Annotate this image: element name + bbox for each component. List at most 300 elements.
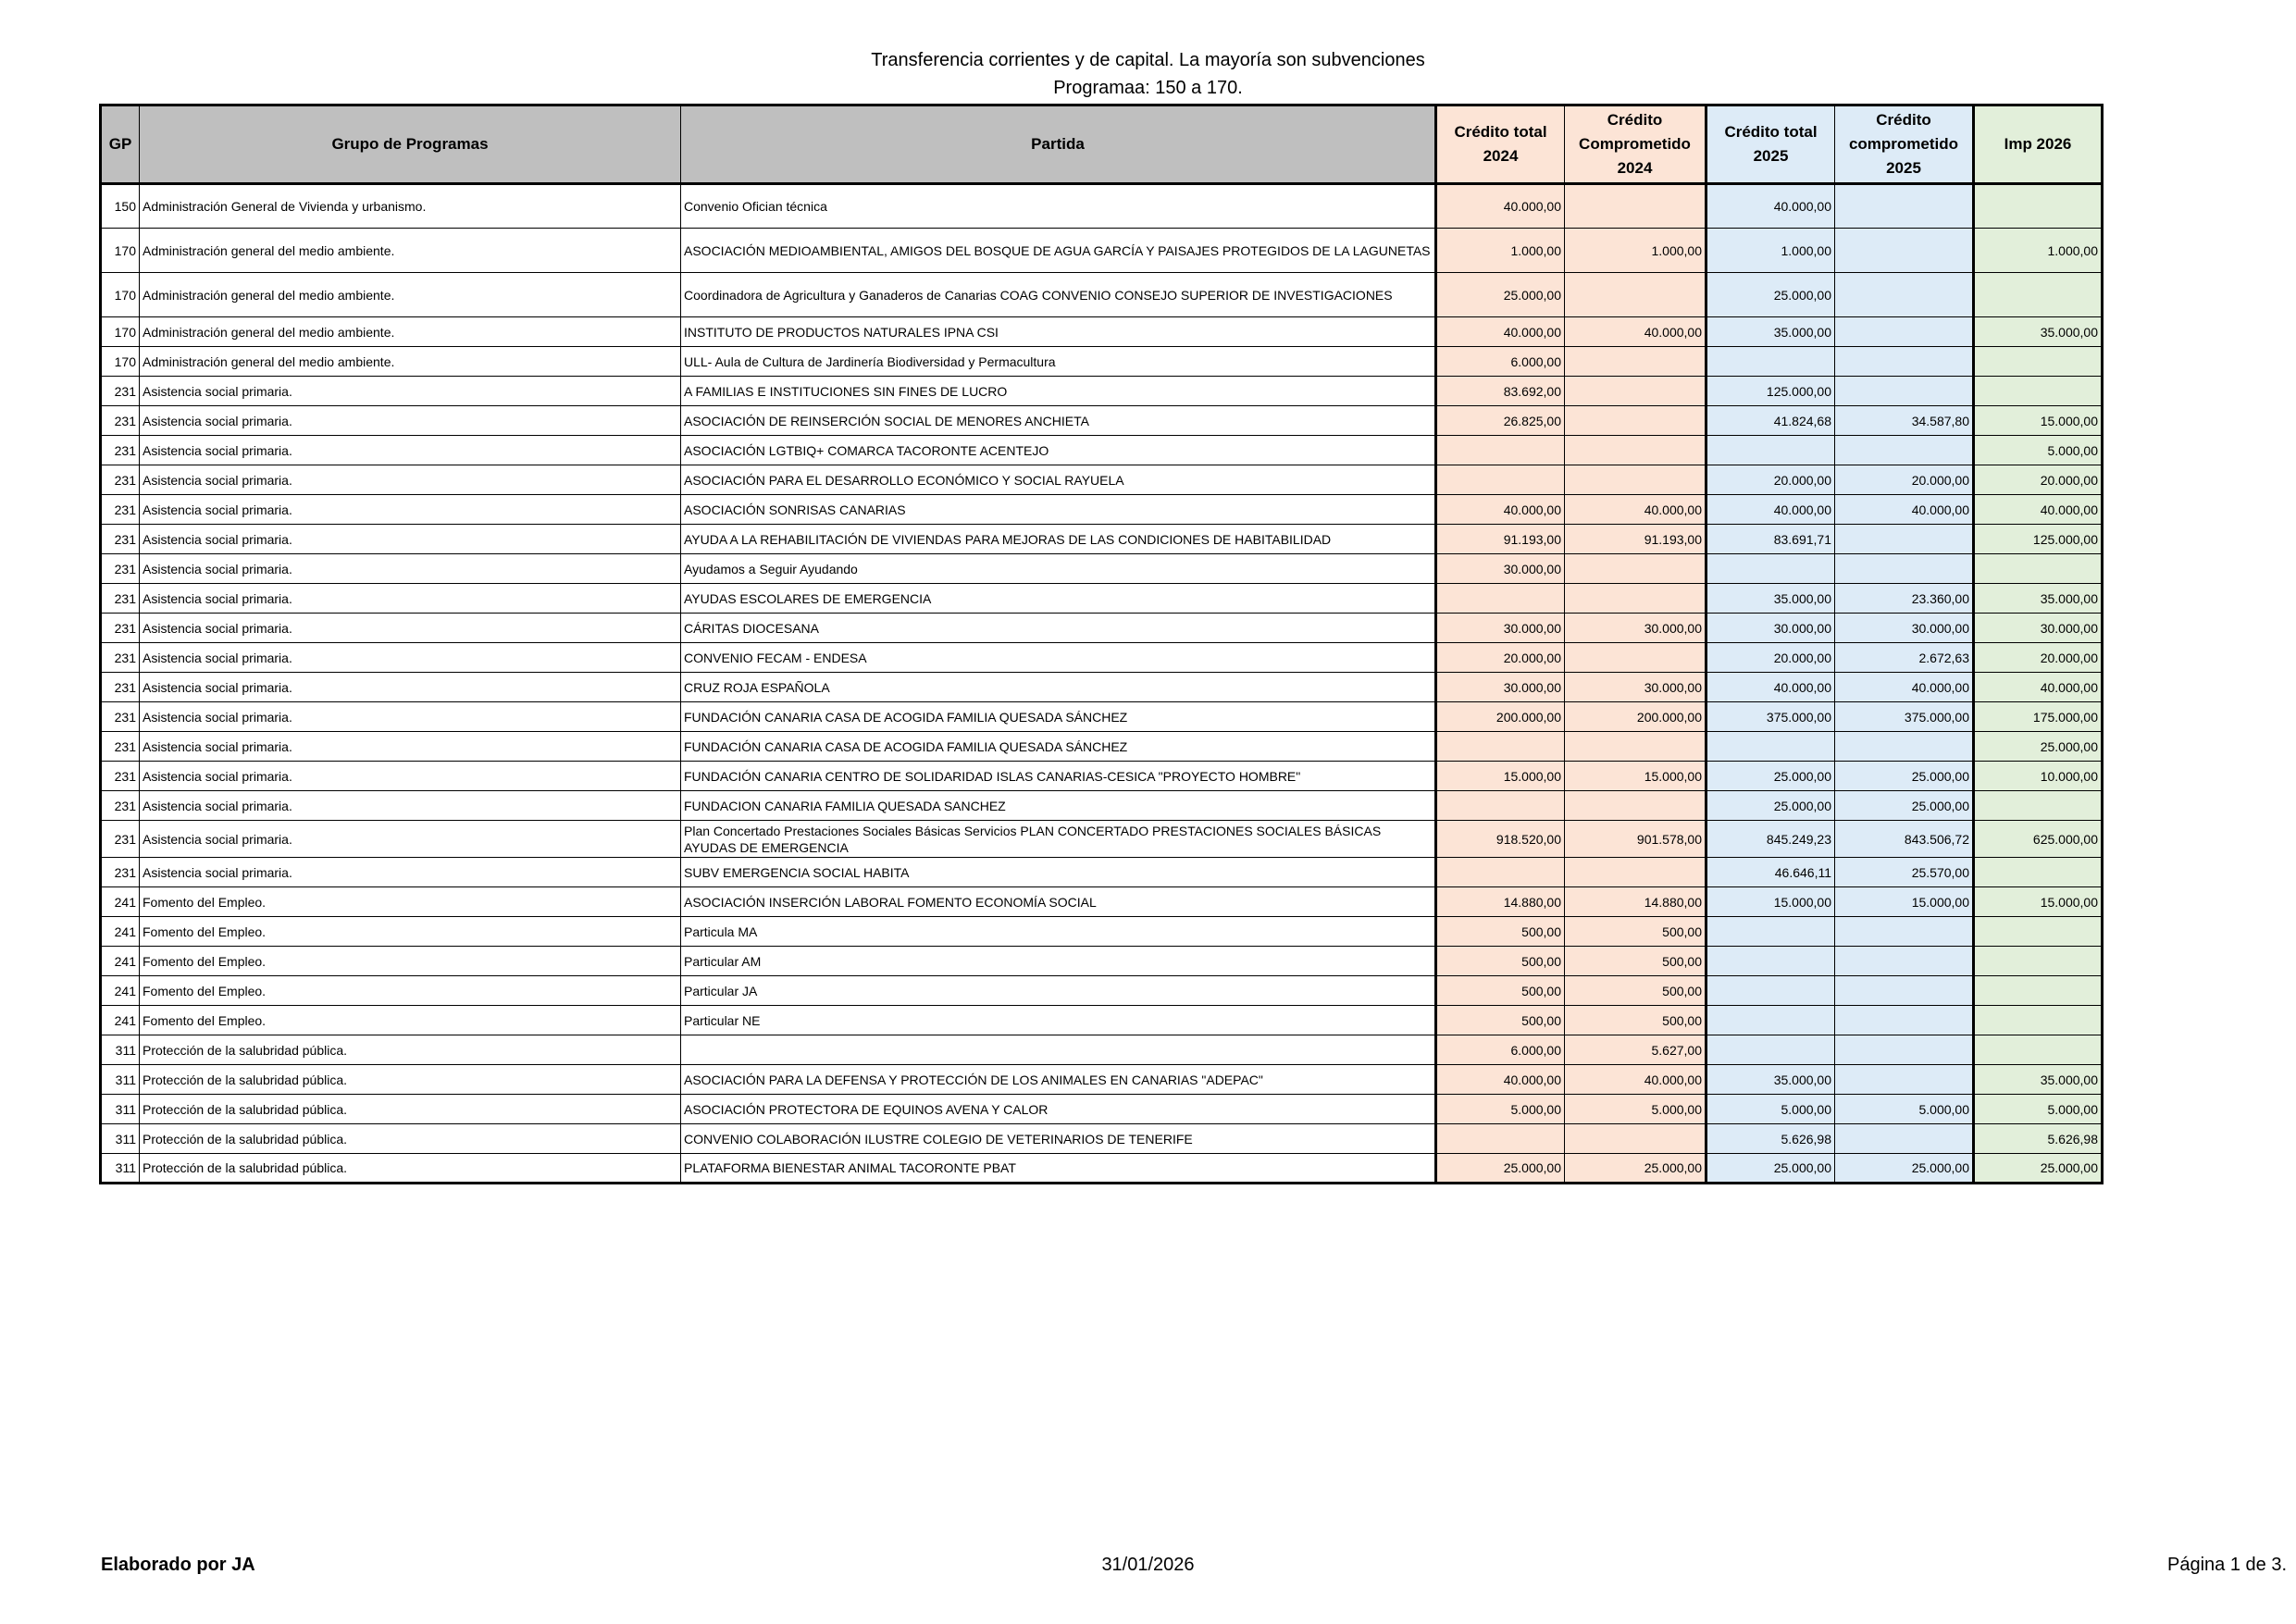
cell-gp: 311 xyxy=(101,1035,140,1065)
cell-credito-comprometido-2024: 5.000,00 xyxy=(1565,1095,1706,1124)
table-row xyxy=(101,1006,2103,1035)
cell-credito-total-2024: 14.880,00 xyxy=(1436,887,1565,917)
cell-grupo: Administración general del medio ambiente. xyxy=(140,229,681,273)
cell-credito-comprometido-2025: 23.360,00 xyxy=(1835,584,1974,614)
cell-gp: 231 xyxy=(101,614,140,643)
cell-credito-comprometido-2025: 25.000,00 xyxy=(1835,791,1974,821)
cell-credito-total-2024: 30.000,00 xyxy=(1436,673,1565,702)
cell-grupo: Protección de la salubridad pública. xyxy=(140,1124,681,1154)
cell-imp-2026: 5.626,98 xyxy=(1974,1124,2103,1154)
cell-grupo: Protección de la salubridad pública. xyxy=(140,1035,681,1065)
cell-partida: Convenio Ofician técnica xyxy=(681,184,1436,229)
cell-imp-2026: 35.000,00 xyxy=(1974,584,2103,614)
cell-grupo: Asistencia social primaria. xyxy=(140,821,681,858)
cell-credito-total-2025 xyxy=(1706,554,1835,584)
cell-credito-total-2024: 6.000,00 xyxy=(1436,1035,1565,1065)
cell-credito-total-2024: 918.520,00 xyxy=(1436,821,1565,858)
cell-credito-comprometido-2024: 1.000,00 xyxy=(1565,229,1706,273)
footer-date: 31/01/2026 xyxy=(1101,1555,1195,1575)
table-row xyxy=(101,1124,2103,1154)
cell-credito-comprometido-2025 xyxy=(1835,1124,1974,1154)
cell-credito-comprometido-2024 xyxy=(1565,584,1706,614)
cell-credito-total-2024: 20.000,00 xyxy=(1436,643,1565,673)
footer-page-number: Página 1 de 3. xyxy=(2167,1555,2287,1575)
cell-grupo: Asistencia social primaria. xyxy=(140,406,681,436)
cell-credito-comprometido-2025 xyxy=(1835,184,1974,229)
cell-gp: 311 xyxy=(101,1065,140,1095)
cell-credito-total-2024: 15.000,00 xyxy=(1436,762,1565,791)
cell-grupo: Administración general del medio ambiente. xyxy=(140,347,681,377)
cell-credito-total-2025: 83.691,71 xyxy=(1706,525,1835,554)
cell-credito-comprometido-2024: 91.193,00 xyxy=(1565,525,1706,554)
cell-gp: 231 xyxy=(101,673,140,702)
cell-partida: ASOCIACIÓN LGTBIQ+ COMARCA TACORONTE ACENTEJO xyxy=(681,436,1436,465)
header-partida: Partida xyxy=(681,105,1436,184)
cell-imp-2026 xyxy=(1974,184,2103,229)
cell-credito-total-2025: 375.000,00 xyxy=(1706,702,1835,732)
cell-credito-total-2025: 40.000,00 xyxy=(1706,673,1835,702)
cell-partida: A FAMILIAS E INSTITUCIONES SIN FINES DE LUCRO xyxy=(681,377,1436,406)
cell-imp-2026: 25.000,00 xyxy=(1974,732,2103,762)
cell-imp-2026: 40.000,00 xyxy=(1974,495,2103,525)
cell-imp-2026 xyxy=(1974,1035,2103,1065)
header-credito-total-2025: Crédito total 2025 xyxy=(1706,105,1835,184)
cell-credito-comprometido-2024: 30.000,00 xyxy=(1565,673,1706,702)
cell-partida: AYUDA A LA REHABILITACIÓN DE VIVIENDAS PARA MEJORAS DE LAS CONDICIONES DE HABITABILIDAD xyxy=(681,525,1436,554)
cell-grupo: Administración General de Vivienda y urbanismo. xyxy=(140,184,681,229)
table-row xyxy=(101,1065,2103,1095)
cell-gp: 311 xyxy=(101,1095,140,1124)
document-title: Transferencia corrientes y de capital. La mayoría son subvenciones xyxy=(871,50,1425,70)
table-row xyxy=(101,317,2103,347)
cell-credito-total-2025: 40.000,00 xyxy=(1706,184,1835,229)
cell-imp-2026: 125.000,00 xyxy=(1974,525,2103,554)
cell-credito-comprometido-2024: 200.000,00 xyxy=(1565,702,1706,732)
cell-credito-total-2025: 25.000,00 xyxy=(1706,762,1835,791)
cell-gp: 231 xyxy=(101,791,140,821)
cell-imp-2026 xyxy=(1974,947,2103,976)
cell-credito-comprometido-2024 xyxy=(1565,347,1706,377)
table-row xyxy=(101,347,2103,377)
cell-imp-2026 xyxy=(1974,554,2103,584)
table-header-row xyxy=(101,105,2103,184)
cell-grupo: Asistencia social primaria. xyxy=(140,673,681,702)
cell-gp: 241 xyxy=(101,1006,140,1035)
cell-partida: CONVENIO COLABORACIÓN ILUSTRE COLEGIO DE VETERINARIOS DE TENERIFE xyxy=(681,1124,1436,1154)
cell-imp-2026 xyxy=(1974,1006,2103,1035)
table-row xyxy=(101,858,2103,887)
table-row xyxy=(101,406,2103,436)
cell-credito-comprometido-2025 xyxy=(1835,377,1974,406)
cell-credito-total-2025: 30.000,00 xyxy=(1706,614,1835,643)
cell-credito-total-2024: 30.000,00 xyxy=(1436,554,1565,584)
cell-partida: ASOCIACIÓN INSERCIÓN LABORAL FOMENTO ECONOMÍA SOCIAL xyxy=(681,887,1436,917)
cell-grupo: Fomento del Empleo. xyxy=(140,887,681,917)
cell-credito-total-2024: 200.000,00 xyxy=(1436,702,1565,732)
cell-credito-total-2024: 500,00 xyxy=(1436,947,1565,976)
cell-gp: 231 xyxy=(101,643,140,673)
header-credito-comprometido-2024: Crédito Comprometido 2024 xyxy=(1565,105,1706,184)
cell-credito-comprometido-2025 xyxy=(1835,1035,1974,1065)
cell-partida: AYUDAS ESCOLARES DE EMERGENCIA xyxy=(681,584,1436,614)
cell-credito-total-2025 xyxy=(1706,1006,1835,1035)
table-row xyxy=(101,273,2103,317)
table-body xyxy=(101,184,2103,1184)
table-row xyxy=(101,947,2103,976)
cell-imp-2026: 15.000,00 xyxy=(1974,887,2103,917)
cell-credito-total-2024 xyxy=(1436,858,1565,887)
cell-credito-total-2024 xyxy=(1436,584,1565,614)
cell-partida: Plan Concertado Prestaciones Sociales Básicas Servicios PLAN CONCERTADO PRESTACIONES SOCIALES BÁSICAS AYUDAS DE EMERGENCIA xyxy=(681,821,1436,858)
cell-credito-comprometido-2025 xyxy=(1835,436,1974,465)
cell-gp: 241 xyxy=(101,947,140,976)
cell-imp-2026: 175.000,00 xyxy=(1974,702,2103,732)
cell-partida: INSTITUTO DE PRODUCTOS NATURALES IPNA CSI xyxy=(681,317,1436,347)
cell-partida: FUNDACIÓN CANARIA CENTRO DE SOLIDARIDAD ISLAS CANARIAS-CESICA "PROYECTO HOMBRE" xyxy=(681,762,1436,791)
cell-partida: FUNDACIÓN CANARIA CASA DE ACOGIDA FAMILIA QUESADA SÁNCHEZ xyxy=(681,732,1436,762)
cell-partida: ASOCIACIÓN PARA EL DESARROLLO ECONÓMICO Y SOCIAL RAYUELA xyxy=(681,465,1436,495)
cell-gp: 241 xyxy=(101,887,140,917)
cell-credito-comprometido-2025 xyxy=(1835,976,1974,1006)
cell-credito-comprometido-2024: 500,00 xyxy=(1565,917,1706,947)
cell-credito-comprometido-2025: 25.000,00 xyxy=(1835,762,1974,791)
table-row xyxy=(101,584,2103,614)
cell-imp-2026 xyxy=(1974,917,2103,947)
cell-credito-total-2025: 125.000,00 xyxy=(1706,377,1835,406)
cell-credito-comprometido-2024: 500,00 xyxy=(1565,947,1706,976)
cell-credito-comprometido-2024: 5.627,00 xyxy=(1565,1035,1706,1065)
cell-imp-2026: 5.000,00 xyxy=(1974,1095,2103,1124)
cell-gp: 150 xyxy=(101,184,140,229)
cell-credito-comprometido-2025: 5.000,00 xyxy=(1835,1095,1974,1124)
cell-imp-2026 xyxy=(1974,347,2103,377)
cell-imp-2026: 15.000,00 xyxy=(1974,406,2103,436)
cell-grupo: Asistencia social primaria. xyxy=(140,732,681,762)
cell-imp-2026: 5.000,00 xyxy=(1974,436,2103,465)
cell-imp-2026 xyxy=(1974,791,2103,821)
cell-credito-total-2024: 30.000,00 xyxy=(1436,614,1565,643)
cell-gp: 311 xyxy=(101,1154,140,1184)
cell-gp: 241 xyxy=(101,976,140,1006)
cell-partida: ASOCIACIÓN MEDIOAMBIENTAL, AMIGOS DEL BOSQUE DE AGUA GARCÍA Y PAISAJES PROTEGIDOS DE LA LAGUNETAS xyxy=(681,229,1436,273)
cell-partida: Particular NE xyxy=(681,1006,1436,1035)
cell-partida: CONVENIO FECAM - ENDESA xyxy=(681,643,1436,673)
table-row xyxy=(101,465,2103,495)
cell-credito-comprometido-2025: 15.000,00 xyxy=(1835,887,1974,917)
cell-credito-comprometido-2025 xyxy=(1835,273,1974,317)
cell-partida: FUNDACIÓN CANARIA CASA DE ACOGIDA FAMILIA QUESADA SÁNCHEZ xyxy=(681,702,1436,732)
cell-gp: 170 xyxy=(101,317,140,347)
cell-credito-comprometido-2025: 30.000,00 xyxy=(1835,614,1974,643)
cell-partida xyxy=(681,1035,1436,1065)
cell-credito-comprometido-2024 xyxy=(1565,643,1706,673)
cell-credito-comprometido-2025: 2.672,63 xyxy=(1835,643,1974,673)
cell-credito-total-2025 xyxy=(1706,732,1835,762)
cell-imp-2026: 25.000,00 xyxy=(1974,1154,2103,1184)
cell-imp-2026 xyxy=(1974,976,2103,1006)
cell-credito-total-2025 xyxy=(1706,1035,1835,1065)
cell-credito-total-2024: 40.000,00 xyxy=(1436,184,1565,229)
cell-credito-total-2025: 15.000,00 xyxy=(1706,887,1835,917)
document-titles xyxy=(0,46,2296,102)
cell-credito-comprometido-2025 xyxy=(1835,554,1974,584)
cell-imp-2026: 10.000,00 xyxy=(1974,762,2103,791)
cell-credito-comprometido-2024 xyxy=(1565,184,1706,229)
cell-credito-total-2025 xyxy=(1706,347,1835,377)
cell-gp: 231 xyxy=(101,821,140,858)
cell-credito-comprometido-2024: 500,00 xyxy=(1565,1006,1706,1035)
header-credito-comprometido-2025: Crédito comprometido 2025 xyxy=(1835,105,1974,184)
cell-credito-total-2024: 25.000,00 xyxy=(1436,1154,1565,1184)
cell-imp-2026: 40.000,00 xyxy=(1974,673,2103,702)
cell-gp: 231 xyxy=(101,858,140,887)
cell-credito-total-2024: 40.000,00 xyxy=(1436,1065,1565,1095)
cell-grupo: Asistencia social primaria. xyxy=(140,643,681,673)
cell-partida: CÁRITAS DIOCESANA xyxy=(681,614,1436,643)
cell-credito-total-2024 xyxy=(1436,1124,1565,1154)
table-row xyxy=(101,1154,2103,1184)
cell-credito-comprometido-2025 xyxy=(1835,947,1974,976)
cell-partida: Ayudamos a Seguir Ayudando xyxy=(681,554,1436,584)
cell-credito-total-2024: 1.000,00 xyxy=(1436,229,1565,273)
cell-credito-comprometido-2025: 25.570,00 xyxy=(1835,858,1974,887)
cell-credito-comprometido-2024 xyxy=(1565,406,1706,436)
cell-credito-comprometido-2024: 25.000,00 xyxy=(1565,1154,1706,1184)
table-row xyxy=(101,673,2103,702)
cell-grupo: Asistencia social primaria. xyxy=(140,377,681,406)
cell-credito-total-2024: 83.692,00 xyxy=(1436,377,1565,406)
cell-credito-comprometido-2024 xyxy=(1565,858,1706,887)
cell-imp-2026: 625.000,00 xyxy=(1974,821,2103,858)
cell-credito-comprometido-2025: 25.000,00 xyxy=(1835,1154,1974,1184)
cell-gp: 241 xyxy=(101,917,140,947)
table-row xyxy=(101,821,2103,858)
cell-credito-comprometido-2024 xyxy=(1565,377,1706,406)
table-row xyxy=(101,791,2103,821)
cell-gp: 231 xyxy=(101,584,140,614)
cell-imp-2026 xyxy=(1974,273,2103,317)
cell-grupo: Asistencia social primaria. xyxy=(140,436,681,465)
cell-credito-total-2025: 1.000,00 xyxy=(1706,229,1835,273)
cell-credito-comprometido-2025 xyxy=(1835,1065,1974,1095)
table-row xyxy=(101,917,2103,947)
table-row xyxy=(101,495,2103,525)
cell-credito-comprometido-2024: 40.000,00 xyxy=(1565,1065,1706,1095)
cell-grupo: Asistencia social primaria. xyxy=(140,762,681,791)
cell-credito-total-2025: 41.824,68 xyxy=(1706,406,1835,436)
cell-credito-total-2024: 500,00 xyxy=(1436,1006,1565,1035)
cell-credito-total-2025: 25.000,00 xyxy=(1706,273,1835,317)
cell-gp: 231 xyxy=(101,377,140,406)
cell-credito-total-2025: 845.249,23 xyxy=(1706,821,1835,858)
cell-grupo: Asistencia social primaria. xyxy=(140,614,681,643)
cell-credito-total-2025 xyxy=(1706,436,1835,465)
cell-grupo: Fomento del Empleo. xyxy=(140,947,681,976)
cell-grupo: Administración general del medio ambiente. xyxy=(140,317,681,347)
cell-grupo: Asistencia social primaria. xyxy=(140,858,681,887)
table-row xyxy=(101,976,2103,1006)
cell-imp-2026 xyxy=(1974,377,2103,406)
cell-imp-2026: 20.000,00 xyxy=(1974,643,2103,673)
cell-gp: 231 xyxy=(101,525,140,554)
cell-credito-total-2025: 5.000,00 xyxy=(1706,1095,1835,1124)
cell-grupo: Administración general del medio ambiente. xyxy=(140,273,681,317)
cell-imp-2026: 35.000,00 xyxy=(1974,317,2103,347)
cell-credito-comprometido-2024 xyxy=(1565,1124,1706,1154)
cell-grupo: Fomento del Empleo. xyxy=(140,976,681,1006)
table-row xyxy=(101,614,2103,643)
cell-credito-total-2024: 5.000,00 xyxy=(1436,1095,1565,1124)
cell-credito-comprometido-2025: 40.000,00 xyxy=(1835,495,1974,525)
cell-gp: 231 xyxy=(101,465,140,495)
budget-table xyxy=(99,104,2104,1184)
cell-grupo: Asistencia social primaria. xyxy=(140,554,681,584)
cell-credito-total-2025: 46.646,11 xyxy=(1706,858,1835,887)
cell-credito-total-2025 xyxy=(1706,917,1835,947)
cell-credito-total-2025: 20.000,00 xyxy=(1706,465,1835,495)
cell-partida: ASOCIACIÓN PARA LA DEFENSA Y PROTECCIÓN DE LOS ANIMALES EN CANARIAS "ADEPAC" xyxy=(681,1065,1436,1095)
cell-gp: 231 xyxy=(101,406,140,436)
header-imp-2026: Imp 2026 xyxy=(1974,105,2103,184)
cell-credito-total-2025: 5.626,98 xyxy=(1706,1124,1835,1154)
cell-gp: 170 xyxy=(101,273,140,317)
cell-credito-comprometido-2024 xyxy=(1565,273,1706,317)
cell-imp-2026: 20.000,00 xyxy=(1974,465,2103,495)
cell-credito-total-2024 xyxy=(1436,436,1565,465)
cell-credito-comprometido-2025: 375.000,00 xyxy=(1835,702,1974,732)
cell-partida: Particular AM xyxy=(681,947,1436,976)
cell-credito-comprometido-2024: 30.000,00 xyxy=(1565,614,1706,643)
cell-credito-comprometido-2024 xyxy=(1565,465,1706,495)
cell-credito-comprometido-2024: 40.000,00 xyxy=(1565,495,1706,525)
cell-credito-comprometido-2025: 20.000,00 xyxy=(1835,465,1974,495)
cell-credito-comprometido-2025 xyxy=(1835,732,1974,762)
cell-gp: 231 xyxy=(101,436,140,465)
cell-gp: 231 xyxy=(101,495,140,525)
cell-imp-2026: 1.000,00 xyxy=(1974,229,2103,273)
header-credito-total-2024: Crédito total 2024 xyxy=(1436,105,1565,184)
cell-partida: ASOCIACIÓN DE REINSERCIÓN SOCIAL DE MENORES ANCHIETA xyxy=(681,406,1436,436)
cell-gp: 311 xyxy=(101,1124,140,1154)
table-row xyxy=(101,702,2103,732)
table-row xyxy=(101,762,2103,791)
cell-grupo: Asistencia social primaria. xyxy=(140,584,681,614)
cell-grupo: Asistencia social primaria. xyxy=(140,525,681,554)
table-row xyxy=(101,554,2103,584)
cell-credito-total-2024: 25.000,00 xyxy=(1436,273,1565,317)
cell-gp: 170 xyxy=(101,347,140,377)
cell-gp: 231 xyxy=(101,762,140,791)
cell-gp: 231 xyxy=(101,702,140,732)
cell-credito-comprometido-2025 xyxy=(1835,917,1974,947)
cell-grupo: Asistencia social primaria. xyxy=(140,495,681,525)
table-row xyxy=(101,643,2103,673)
cell-credito-comprometido-2024 xyxy=(1565,732,1706,762)
cell-credito-comprometido-2025: 843.506,72 xyxy=(1835,821,1974,858)
cell-partida: Particular JA xyxy=(681,976,1436,1006)
cell-credito-total-2025: 25.000,00 xyxy=(1706,1154,1835,1184)
cell-credito-total-2025 xyxy=(1706,947,1835,976)
cell-credito-total-2025 xyxy=(1706,976,1835,1006)
cell-credito-total-2024: 6.000,00 xyxy=(1436,347,1565,377)
cell-credito-comprometido-2024 xyxy=(1565,554,1706,584)
cell-credito-total-2024 xyxy=(1436,791,1565,821)
cell-credito-comprometido-2025 xyxy=(1835,347,1974,377)
cell-credito-comprometido-2024 xyxy=(1565,436,1706,465)
header-grupo: Grupo de Programas xyxy=(140,105,681,184)
cell-partida: FUNDACION CANARIA FAMILIA QUESADA SANCHEZ xyxy=(681,791,1436,821)
cell-gp: 231 xyxy=(101,554,140,584)
cell-credito-total-2025: 20.000,00 xyxy=(1706,643,1835,673)
cell-credito-comprometido-2025: 34.587,80 xyxy=(1835,406,1974,436)
cell-grupo: Asistencia social primaria. xyxy=(140,465,681,495)
cell-credito-comprometido-2025 xyxy=(1835,525,1974,554)
cell-credito-total-2024: 26.825,00 xyxy=(1436,406,1565,436)
table-row xyxy=(101,887,2103,917)
cell-credito-comprometido-2025 xyxy=(1835,317,1974,347)
table-row xyxy=(101,732,2103,762)
cell-credito-total-2025: 35.000,00 xyxy=(1706,584,1835,614)
cell-credito-comprometido-2024: 500,00 xyxy=(1565,976,1706,1006)
cell-credito-comprometido-2025 xyxy=(1835,229,1974,273)
table-row xyxy=(101,436,2103,465)
table-row xyxy=(101,1035,2103,1065)
cell-credito-total-2025: 35.000,00 xyxy=(1706,317,1835,347)
cell-credito-total-2025: 25.000,00 xyxy=(1706,791,1835,821)
cell-credito-comprometido-2024: 40.000,00 xyxy=(1565,317,1706,347)
cell-grupo: Protección de la salubridad pública. xyxy=(140,1065,681,1095)
cell-partida: Coordinadora de Agricultura y Ganaderos de Canarias COAG CONVENIO CONSEJO SUPERIOR DE INVESTIGACIONES xyxy=(681,273,1436,317)
cell-imp-2026: 35.000,00 xyxy=(1974,1065,2103,1095)
cell-partida: ASOCIACIÓN PROTECTORA DE EQUINOS AVENA Y CALOR xyxy=(681,1095,1436,1124)
cell-credito-total-2024: 40.000,00 xyxy=(1436,317,1565,347)
table-row xyxy=(101,525,2103,554)
cell-credito-total-2024 xyxy=(1436,732,1565,762)
cell-partida: SUBV EMERGENCIA SOCIAL HABITA xyxy=(681,858,1436,887)
cell-gp: 231 xyxy=(101,732,140,762)
table-row xyxy=(101,229,2103,273)
cell-credito-comprometido-2024: 901.578,00 xyxy=(1565,821,1706,858)
cell-credito-total-2024: 91.193,00 xyxy=(1436,525,1565,554)
cell-gp: 170 xyxy=(101,229,140,273)
cell-partida: ULL- Aula de Cultura de Jardinería Biodiversidad y Permacultura xyxy=(681,347,1436,377)
cell-credito-total-2025: 40.000,00 xyxy=(1706,495,1835,525)
document-subtitle: Programaa: 150 a 170. xyxy=(1053,78,1243,98)
table-row xyxy=(101,377,2103,406)
header-gp: GP xyxy=(101,105,140,184)
cell-credito-comprometido-2024 xyxy=(1565,791,1706,821)
cell-partida: PLATAFORMA BIENESTAR ANIMAL TACORONTE PBAT xyxy=(681,1154,1436,1184)
cell-credito-total-2024: 40.000,00 xyxy=(1436,495,1565,525)
cell-credito-comprometido-2024: 14.880,00 xyxy=(1565,887,1706,917)
cell-credito-total-2024: 500,00 xyxy=(1436,976,1565,1006)
cell-partida: ASOCIACIÓN SONRISAS CANARIAS xyxy=(681,495,1436,525)
table-row xyxy=(101,184,2103,229)
cell-credito-comprometido-2025: 40.000,00 xyxy=(1835,673,1974,702)
cell-partida: CRUZ ROJA ESPAÑOLA xyxy=(681,673,1436,702)
cell-credito-total-2025: 35.000,00 xyxy=(1706,1065,1835,1095)
cell-grupo: Asistencia social primaria. xyxy=(140,791,681,821)
cell-credito-comprometido-2025 xyxy=(1835,1006,1974,1035)
cell-grupo: Protección de la salubridad pública. xyxy=(140,1095,681,1124)
cell-grupo: Fomento del Empleo. xyxy=(140,1006,681,1035)
cell-imp-2026: 30.000,00 xyxy=(1974,614,2103,643)
cell-partida: Particula MA xyxy=(681,917,1436,947)
cell-grupo: Asistencia social primaria. xyxy=(140,702,681,732)
cell-grupo: Fomento del Empleo. xyxy=(140,917,681,947)
cell-credito-total-2024 xyxy=(1436,465,1565,495)
footer-author: Elaborado por JA xyxy=(101,1555,255,1575)
